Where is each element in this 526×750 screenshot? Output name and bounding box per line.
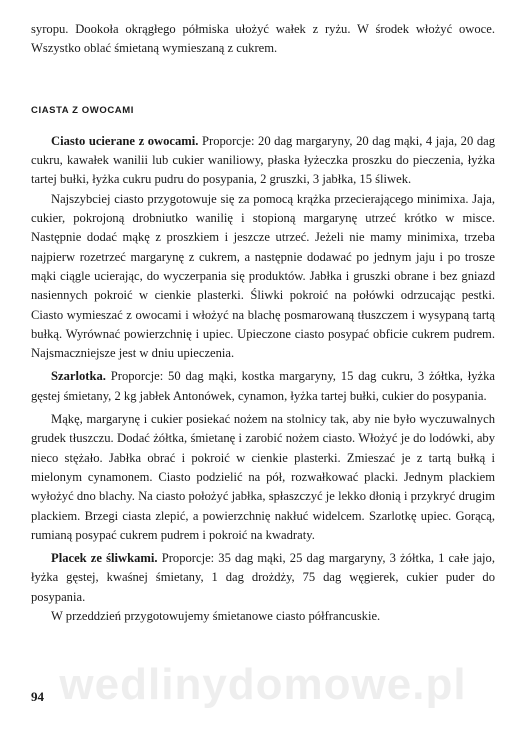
recipe-3-title: Placek ze śliwkami. bbox=[51, 551, 158, 566]
intro-paragraph: syropu. Dookoła okrągłego półmiska ułożyć wałek z ryżu. W środek włożyć owoce. Wszystko oblać śmietaną wymieszaną z cukrem. bbox=[31, 22, 495, 56]
page-number: 94 bbox=[31, 689, 44, 704]
recipe-2-method: Mąkę, margarynę i cukier posiekać nożem na stolnicy tak, aby nie było wyczuwalnych grudek tłuszczu. Dodać żółtka, śmietanę i zarobić nożem ciasto. Włożyć je do lodówki, aby nieco stężało. Jabłka obrać i pokroić w cienkie plasterki. Zmieszać je z tartą bułką i mielonym cynamonem. Ciasto podzielić na pół, rozwałkować placki. Jednym plackiem wyłożyć dno blachy. Na ciasto położyć jabłka, spłaszczyć je lekko dłonią i przykryć drugim plackiem. Brzegi ciasta zlepić, a powierzchnię nakłuć widelcem. Szarlotkę upiec. Gorącą, rumianą posypać cukrem pudrem i pokroić na kwadraty. bbox=[31, 412, 495, 542]
recipe-3-ingredients bbox=[31, 549, 495, 607]
recipe-3-proportions: Proporcje: 35 dag mąki, 25 dag margaryny, 3 żółtka, 1 całe jajo, łyżka gęstej, kwaśnej śmietany, 1 dag drożdży, 75 dag węgierek, cukier puder do posypania. bbox=[31, 551, 495, 604]
recipe-2-proportions: Proporcje: 50 dag mąki, kostka margaryny, 15 dag cukru, 3 żółtka, łyżka gęstej śmietany, 2 kg jabłek Antonówek, cynamon, łyżka tartej bułki, cukier do posypania. bbox=[31, 369, 495, 403]
recipe-1-ingredients bbox=[31, 132, 495, 190]
section-heading: CIASTA Z OWOCAMI bbox=[31, 104, 135, 116]
recipe-1-method: Najszybciej ciasto przygotowuje się za pomocą krążka przecierającego minimixa. Jaja, cukier, pokrojoną drobniutko wanilię i stopioną margarynę utrzeć krótko w misce. Następnie dodać mąkę z proszkiem i jeszcze utrzeć. Jeżeli nie mamy minimixa, trzeba najpierw rozetrzeć margarynę z cukrem, a następnie dodawać po jednym jaju i po trosze mąki ciągle ucierając, do wyczerpania się produktów. Jabłka i gruszki obrane i bez gniazd nasiennych pokroić w cienkie plasterki. Śliwki pokroić na połówki odrzucając pestki. Ciasto wymieszać z owocami i włożyć na blachę posmarowaną tłuszczem i wysypaną tartą bułką. Wyrównać powierzchnię i upiec. Upieczone ciasto posypać obficie cukrem pudrem. Najsmaczniejsze jest w dniu upieczenia. bbox=[31, 191, 495, 361]
recipe-1-proportions: Proporcje: 20 dag margaryny, 20 dag mąki, 4 jaja, 20 dag cukru, kawałek wanilii lub cukier waniliowy, płaska łyżeczka proszku do pieczenia, łyżka tartej bułki, łyżka cukru pudru do posypania, 2 gruszki, 3 jabłka, 15 śliwek. bbox=[31, 133, 495, 187]
recipe-2-title: Szarlotka. bbox=[51, 369, 106, 384]
recipe-1-title: Ciasto ucierane z owocami. bbox=[51, 133, 199, 148]
recipe-2-ingredients bbox=[31, 367, 495, 406]
watermark: wedlinydomowe.pl bbox=[59, 660, 467, 709]
recipe-3-method: W przeddzień przygotowujemy śmietanowe ciasto półfrancuskie. bbox=[51, 609, 381, 624]
book-page bbox=[31, 20, 495, 626]
